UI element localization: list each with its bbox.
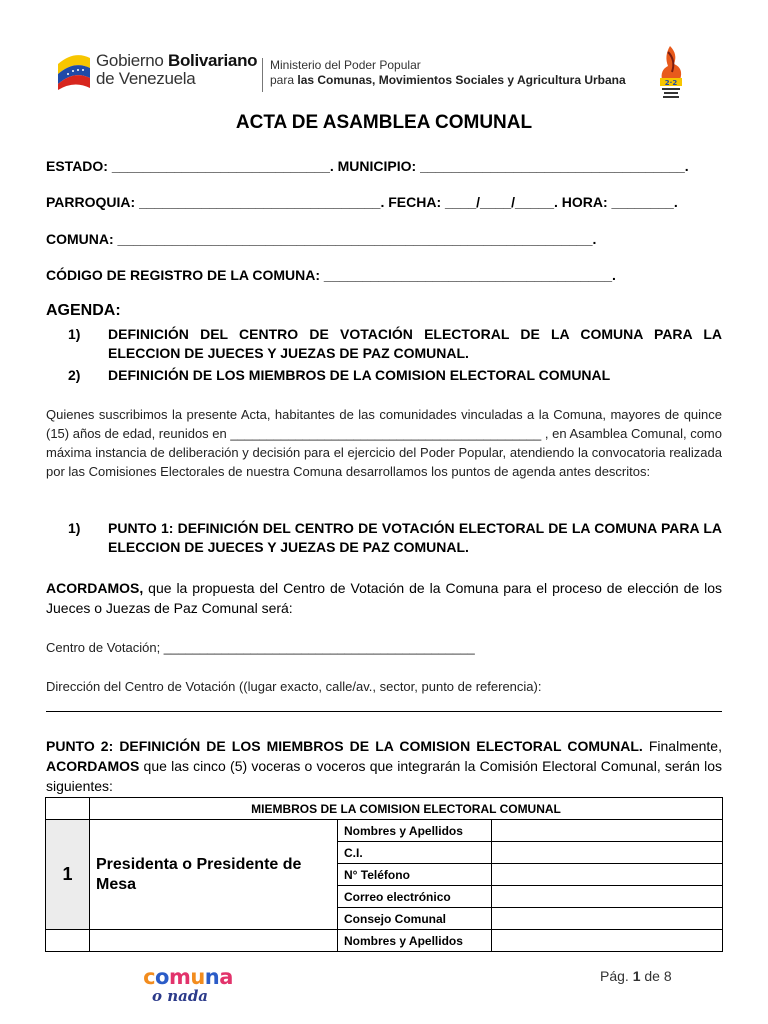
government-name: Gobierno Bolivariano de Venezuela xyxy=(96,51,258,88)
svg-text:comuna: comuna xyxy=(143,965,233,989)
agenda-item-text: DEFINICIÓN DE LOS MIEMBROS DE LA COMISION ELECTORAL COMUNAL xyxy=(108,367,611,383)
field-label: Nombres y Apellidos xyxy=(338,820,492,842)
centro-votacion-field: Centro de Votación; ___________________________________________ xyxy=(46,640,475,655)
agenda-heading: AGENDA: xyxy=(46,302,121,319)
field-value-cell[interactable] xyxy=(492,886,723,908)
agenda-item-text: DEFINICIÓN DEL CENTRO DE VOTACIÓN ELECTORAL DE LA COMUNA PARA LA ELECCION DE JUECES Y JUEZAS DE PAZ COMUNAL. xyxy=(108,326,722,361)
estado-municipio-line: ESTADO: ____________________________. MUNICIPIO: __________________________________. xyxy=(46,158,689,174)
table-empty-cell xyxy=(46,798,90,820)
field-value-cell[interactable] xyxy=(492,820,723,842)
intro-paragraph: Quienes suscribimos la presente Acta, habitantes de las comunidades vinculadas a la Comuna, mayores de quince (15) años de edad, reunidos en ___________________________________________ , en Asamblea Comunal, como máxima instancia de deliberación y decisión para el ejercicio del Poder Popular, atendiendo la convocatoria realizada por las Comisiones Electorales de nuestra Comuna desarrollamos los puntos de agenda antes descritos: xyxy=(46,407,722,479)
agenda-item-2 xyxy=(68,366,722,385)
punto-1-text: PUNTO 1: DEFINICIÓN DEL CENTRO DE VOTACIÓN ELECTORAL DE LA COMUNA PARA LA ELECCION DE JUECES Y JUEZAS DE PAZ COMUNAL. xyxy=(108,520,722,555)
comision-members-table xyxy=(45,797,723,952)
comuna-o-nada-logo xyxy=(128,964,248,1006)
member-index: 1 xyxy=(46,820,90,930)
table-empty-cell xyxy=(90,930,338,952)
parroquia-fecha-hora-line: PARROQUIA: _______________________________. FECHA: ____/____/_____. HORA: ________. xyxy=(46,194,678,210)
comuna-line: COMUNA: _____________________________________________________________. xyxy=(46,231,597,247)
field-label: Correo electrónico xyxy=(338,886,492,908)
svg-text:2·2: 2·2 xyxy=(664,79,678,87)
svg-text:o nada: o nada xyxy=(151,987,209,1005)
table-row xyxy=(46,930,723,952)
letterhead xyxy=(56,44,716,106)
document-title: ACTA DE ASAMBLEA COMUNAL xyxy=(235,112,533,133)
field-label: N° Teléfono xyxy=(338,864,492,886)
table-row xyxy=(46,820,723,842)
direccion-field: Dirección del Centro de Votación ((lugar exacto, calle/av., sector, punto de referencia): xyxy=(46,679,542,694)
field-value-cell[interactable] xyxy=(492,908,723,930)
field-value-cell[interactable] xyxy=(492,842,723,864)
codigo-registro-line: CÓDIGO DE REGISTRO DE LA COMUNA: _____________________________________. xyxy=(46,267,616,283)
field-value-cell[interactable] xyxy=(492,930,723,952)
agenda-item-number: 2) xyxy=(68,367,81,383)
punto-1-heading xyxy=(68,519,722,557)
field-label: Consejo Comunal xyxy=(338,908,492,930)
bicentennial-emblem-icon xyxy=(654,44,688,102)
page-number: Pág. 1 de 8 xyxy=(600,968,672,984)
table-header-row xyxy=(46,798,723,820)
field-value-cell[interactable] xyxy=(492,864,723,886)
agenda-item-number: 1) xyxy=(68,326,81,342)
acordamos-paragraph-1: ACORDAMOS, que la propuesta del Centro de Votación de la Comuna para el proceso de elección de los Jueces o Juezas de Paz Comunal será: xyxy=(46,580,722,616)
agenda-item-1 xyxy=(68,325,722,363)
venezuela-flag-icon xyxy=(56,50,92,90)
table-empty-cell xyxy=(46,930,90,952)
field-label: Nombres y Apellidos xyxy=(338,930,492,952)
table-header: MIEMBROS DE LA COMISION ELECTORAL COMUNAL xyxy=(90,798,723,820)
member-role: Presidenta o Presidente de Mesa xyxy=(90,820,338,930)
header-divider xyxy=(262,58,263,92)
field-label: C.I. xyxy=(338,842,492,864)
direccion-blank-line xyxy=(46,711,722,712)
punto-2-paragraph: PUNTO 2: DEFINICIÓN DE LOS MIEMBROS DE LA COMISION ELECTORAL COMUNAL. Finalmente, ACORDAMOS que las cinco (5) voceras o voceros que integrarán la Comisión Electoral Comunal, serán los siguientes: xyxy=(46,738,722,794)
punto-1-number: 1) xyxy=(68,520,81,536)
ministry-name: Ministerio del Poder Popular para las Comunas, Movimientos Sociales y Agricultura Urbana xyxy=(270,58,626,87)
